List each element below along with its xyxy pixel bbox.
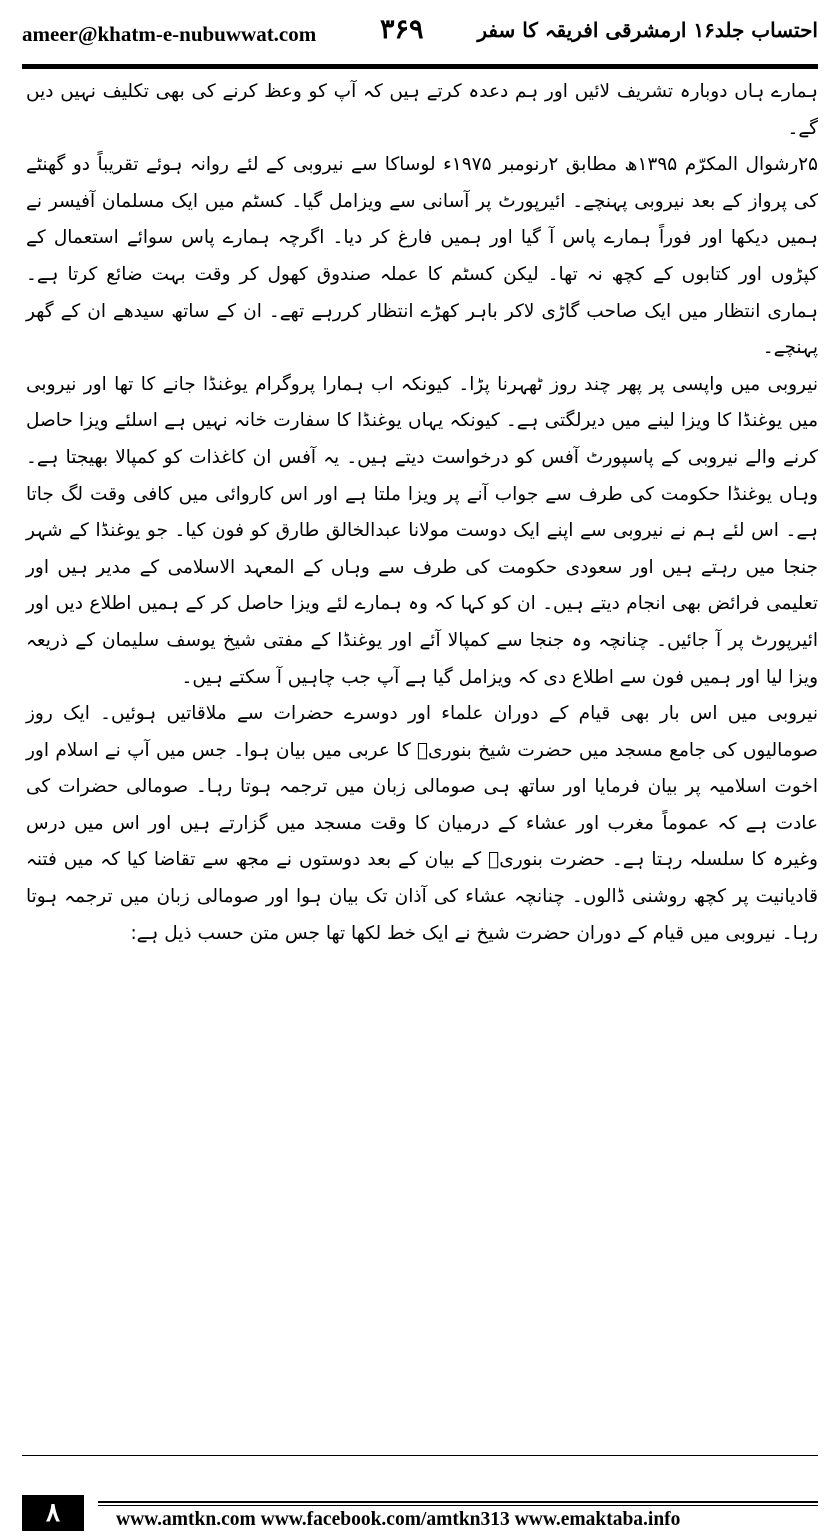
footer-page-number: ۸ bbox=[22, 1495, 84, 1531]
paragraph-4: نیروبی میں اس بار بھی قیام کے دوران علماء اور دوسرے حضرات سے ملاقاتیں ہوئیں۔ ایک روز صومالیوں کی جامع مسجد میں حضرت شیخ بنوریؒ کا عربی میں بیان ہوا۔ جس میں آپ نے اسلام اور اخوت اسلامیہ پر بیان فرمایا اور ساتھ ہی صومالی زبان میں ترجمہ ہوتا رہا۔ صومالی حضرات کی عادت ہے کہ عموماً مغرب اور عشاء کے درمیان کا وقت مسجد میں گزارتے ہیں اور اس میں درس وغیرہ کا سلسلہ رہتا ہے۔ حضرت بنوریؒ کے بیان کے بعد دوستوں نے مجھ سے تقاضا کیا کہ میں فتنہ قادیانیت پر کچھ روشنی ڈالوں۔ چنانچہ عشاء کی آذان تک بیان ہوا اور صومالی زبان میں ترجمہ ہوتا رہا۔ نیروبی میں قیام کے دوران حضرت شیخ نے ایک خط لکھا تھا جس متن حسب ذیل ہے: bbox=[26, 703, 818, 944]
page-header bbox=[22, 14, 818, 54]
page-footer bbox=[22, 1495, 818, 1531]
header-page-number: ۳۶۹ bbox=[380, 14, 424, 45]
footer-links[interactable]: www.amtkn.com www.facebook.com/amtkn313 www.emaktaba.info bbox=[116, 1509, 681, 1530]
header-rule bbox=[22, 64, 818, 69]
footer-bar-thin bbox=[98, 1505, 818, 1506]
main-text bbox=[26, 74, 818, 952]
footer-rule bbox=[22, 1455, 818, 1456]
paragraph-3: نیروبی میں واپسی پر پھر چند روز ٹھہرنا پڑا۔ کیونکہ اب ہمارا پروگرام یوغنڈا جانے کا تھا اور نیروبی میں یوغنڈا کا ویزا لینے میں دیرلگتی ہے۔ کیونکہ یہاں یوغنڈا کا سفارت خانہ نہیں ہے اسلئے ویزا حاصل کرنے والے نیروبی کے پاسپورٹ آفس کو درخواست دیتے ہیں۔ یہ آفس ان کاغذات کو کمپالا بھیجتا ہے۔ وہاں یوغنڈا حکومت کی طرف سے جواب آنے پر ویزا ملتا ہے اور اس کاروائی میں کافی وقت لگ جاتا ہے۔ اس لئے ہم نے نیروبی سے اپنے ایک دوست مولانا عبدالخالق طارق کو فون کیا۔ جو یوغنڈا کے شہر جنجا میں رہتے ہیں اور سعودی حکومت کی طرف سے وہاں کے المعہد الاسلامی کے مدیر ہیں اور تعلیمی فرائض بھی انجام دیتے ہیں۔ ان کو کہا کہ وہ ہمارے لئے ویزا حاصل کر کے ہمیں اطلاع دیں اور ائیرپورٹ پر آ جائیں۔ چنانچہ وہ جنجا سے کمپالا آئے اور یوغنڈا کے مفتی شیخ یوسف سلیمان کے ذریعہ ویزا لیا اور ہمیں فون سے اطلاع دی کہ ویزامل گیا ہے آپ جب چاہیں آ سکتے ہیں۔ bbox=[26, 373, 818, 688]
header-email[interactable]: ameer@khatm-e-nubuwwat.com bbox=[22, 22, 317, 46]
footer-bar bbox=[98, 1501, 818, 1503]
paragraph-2: ۲۵رشوال المکرّم ۱۳۹۵ھ مطابق ۲رنومبر ۱۹۷۵ء لوساکا سے نیروبی کے لئے روانہ ہوئے تقریباً دو گھنٹے کی پرواز کے بعد نیروبی پہنچے۔ ائیرپورٹ پر آسانی سے ویزامل گیا۔ کسٹم میں ایک مسلمان آفیسر نے ہمیں دیکھا اور فوراً ہمارے پاس آ گیا اور ہمیں فارغ کر دیا۔ اگرچہ ہمارے پاس سوائے استعمال کے کپڑوں اور کتابوں کے کچھ نہ تھا۔ لیکن کسٹم کا عملہ صندوق کھول کر وقت بہت ضائع کرتا ہے۔ ہماری انتظار میں ایک صاحب گاڑی لاکر باہر کھڑے انتظار کررہے تھے۔ ان کے ساتھ سیدھے ان کے گھر پہنچے۔ bbox=[26, 154, 818, 359]
paragraph-1: ہمارے ہاں دوبارہ تشریف لائیں اور ہم دعدہ کرتے ہیں کہ آپ کو وعظ کرنے کی بھی تکلیف نہیں دیں گے۔ bbox=[26, 81, 818, 139]
header-title: احتساب جلد۱۶ ارمشرقی افریقہ کا سفر bbox=[477, 18, 818, 42]
